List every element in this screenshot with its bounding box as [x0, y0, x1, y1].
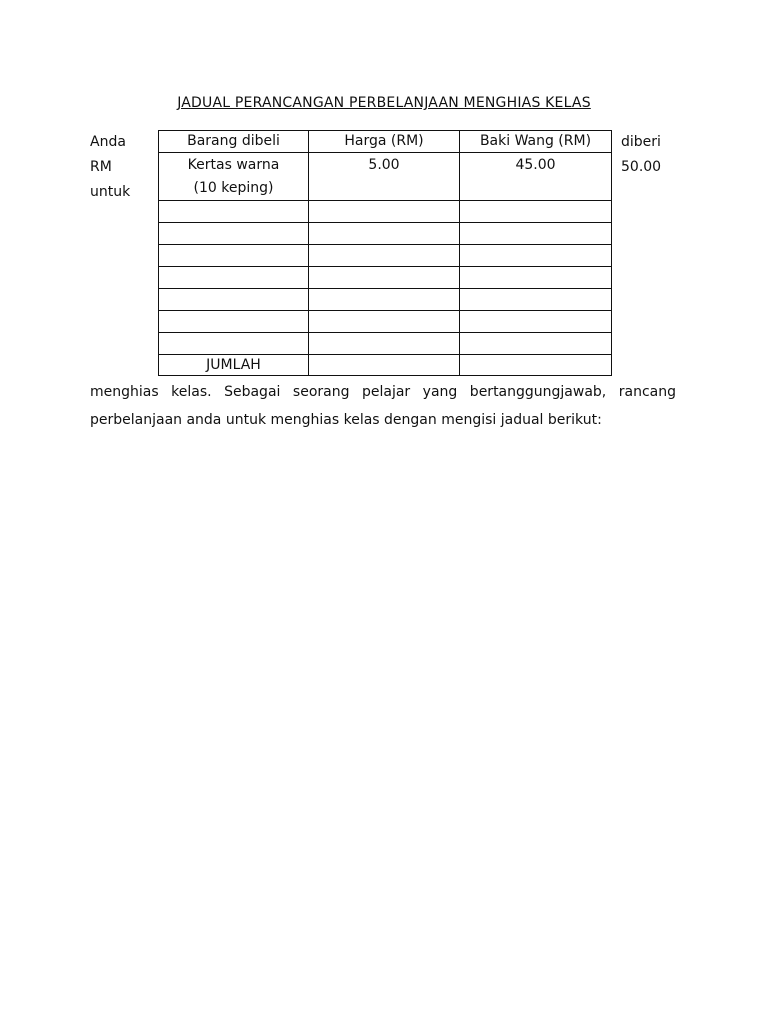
right-side-text [621, 130, 661, 180]
column-header-balance: Baki Wang (RM) [460, 131, 612, 153]
side-word: 50.00 [621, 159, 662, 175]
empty-cell [159, 267, 309, 289]
side-word: Anda [90, 134, 126, 150]
total-row [159, 355, 612, 376]
empty-cell [309, 333, 460, 355]
empty-cell [460, 267, 612, 289]
item-cell [159, 153, 309, 201]
table-row [159, 267, 612, 289]
spending-plan-table [158, 130, 612, 376]
table-row [159, 153, 612, 201]
empty-cell [159, 333, 309, 355]
empty-cell [460, 355, 612, 376]
left-side-text [90, 130, 130, 205]
empty-cell [159, 245, 309, 267]
empty-cell [159, 223, 309, 245]
empty-cell [309, 201, 460, 223]
page-title: JADUAL PERANCANGAN PERBELANJAAN MENGHIAS KELAS [177, 95, 591, 111]
empty-cell [460, 289, 612, 311]
table-row [159, 223, 612, 245]
column-header-price: Harga (RM) [309, 131, 460, 153]
table-row [159, 333, 612, 355]
instruction-paragraph [90, 378, 676, 434]
empty-cell [309, 245, 460, 267]
empty-cell [309, 355, 460, 376]
empty-cell [460, 201, 612, 223]
table-row [159, 289, 612, 311]
empty-cell [159, 311, 309, 333]
paragraph-line: perbelanjaan anda untuk menghias kelas dengan mengisi jadual berikut: [90, 412, 602, 428]
table-header-row [159, 131, 612, 153]
balance-cell: 45.00 [460, 153, 612, 201]
empty-cell [159, 201, 309, 223]
empty-cell [159, 289, 309, 311]
empty-cell [309, 289, 460, 311]
empty-cell [309, 311, 460, 333]
empty-cell [460, 223, 612, 245]
empty-cell [460, 333, 612, 355]
item-name: Kertas warna [187, 157, 280, 173]
price-cell: 5.00 [309, 153, 460, 201]
side-word: untuk [90, 184, 131, 200]
empty-cell [460, 245, 612, 267]
table-row [159, 201, 612, 223]
paragraph-line: menghias kelas. Sebagai seorang pelajar yang bertanggungjawab, rancang [90, 384, 676, 400]
total-label: JUMLAH [159, 355, 309, 376]
column-header-item: Barang dibeli [159, 131, 309, 153]
empty-cell [309, 267, 460, 289]
side-word: diberi [621, 134, 661, 150]
table-row [159, 311, 612, 333]
empty-cell [460, 311, 612, 333]
side-word: RM [90, 159, 112, 175]
empty-cell [309, 223, 460, 245]
item-quantity: (10 keping) [193, 180, 274, 196]
table-row [159, 245, 612, 267]
